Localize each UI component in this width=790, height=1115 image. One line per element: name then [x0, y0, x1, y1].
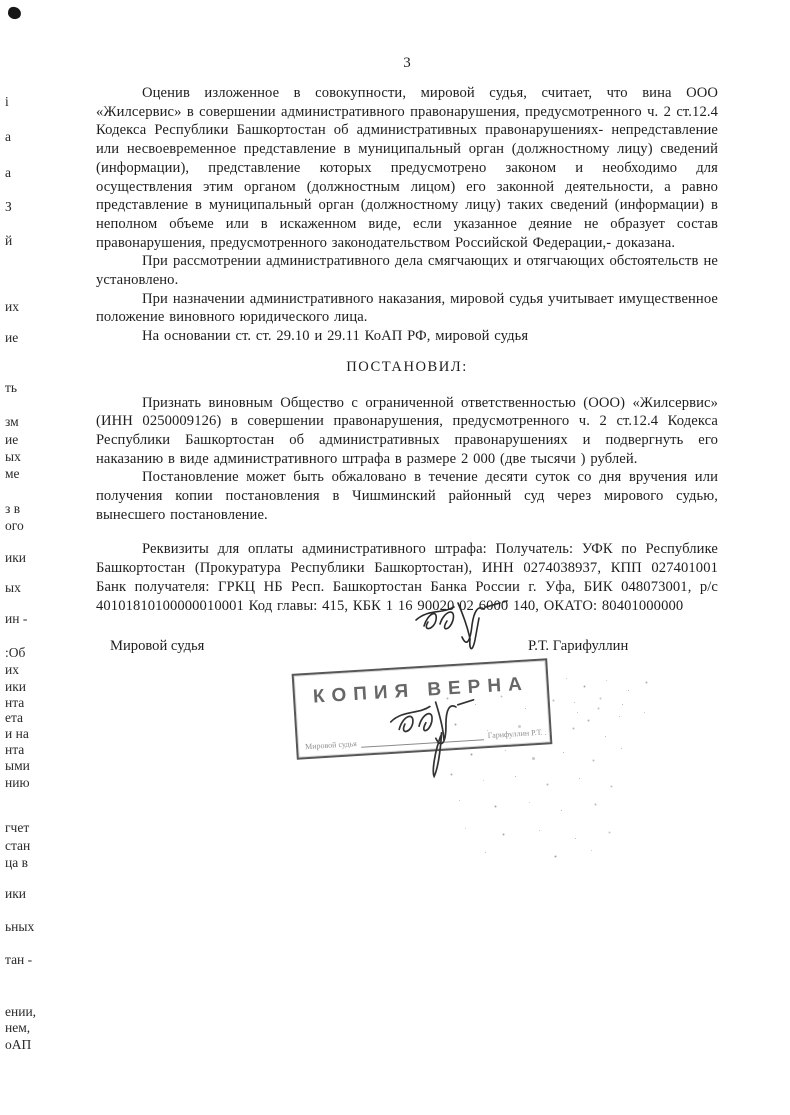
margin-fragment: ме [5, 466, 20, 481]
page-number: 3 [403, 55, 411, 71]
margin-fragment: ики [5, 679, 27, 694]
margin-fragment: ики [5, 886, 27, 901]
margin-fragment: З [5, 199, 12, 214]
margin-fragment: и на [5, 726, 29, 741]
margin-fragment: ть [5, 380, 18, 395]
paragraph-payment-details: Реквизиты для оплаты административного штрафа: Получатель: УФК по Республике Башкортостан (Прокуратура Республики Башкортостан), ИНН 0274038937, КПП 027401001 Банк получателя: ГРКЦ НБ Респ. Башкортостан Банка России г. Уфа, БИК 048073001, р/с 40101810100000010001 Код главы: 415, КБК 1 16 90020 02 6000 140, ОКАТО: 80401000000 [96, 541, 718, 614]
paragraph-legal-basis: На основании ст. ст. 29.10 и 29.11 КоАП РФ, мировой судья [142, 328, 529, 345]
margin-fragment: ых [5, 580, 21, 595]
margin-fragment: нта [5, 695, 25, 710]
margin-fragment: их [5, 299, 19, 314]
margin-fragment: ых [5, 449, 21, 464]
judge-name: Р.Т. Гарифуллин [528, 638, 629, 654]
margin-fragment: а [5, 129, 11, 144]
paragraph-appeal: Постановление может быть обжаловано в течение десяти суток со дня вручения или получения копии постановления в Чишминский районный суд через мирового судью, вынесшего постановление. [96, 469, 718, 523]
margin-fragment: тан - [5, 952, 33, 967]
stamp-signature [381, 686, 496, 785]
margin-fragment: оАП [5, 1037, 32, 1052]
stamp-judge-label: Мировой судья [304, 739, 358, 752]
margin-fragment: й [5, 233, 13, 248]
margin-fragment: ие [5, 330, 19, 345]
paragraph-verdict: Признать виновным Общество с ограниченной ответственностью (ООО) «Жилсервис» (ИНН 0250009126) в совершении правонарушения, предусмотренного ч. 2 ст.12.4 Кодекса Республики Башкортостан об административных правонарушениях и подвергнуть его наказанию в виде административного штрафа в размере 2 000 (две тысячи ) рублей. [96, 394, 718, 467]
margin-fragment: ца в [5, 855, 28, 870]
copy-verified-stamp [292, 658, 553, 759]
judge-title-label: Мировой судья [110, 638, 205, 654]
margin-fragment: ета [5, 710, 24, 725]
resolution-heading: ПОСТАНОВИЛ: [346, 358, 468, 375]
margin-fragment: ении, [5, 1004, 37, 1019]
document-body [96, 84, 718, 615]
margin-fragment: з в [5, 501, 21, 516]
margin-fragment: нта [5, 742, 25, 757]
stamp-judge-name: Гарифуллин Р.Т. [487, 727, 543, 741]
margin-strip [0, 0, 60, 1115]
margin-fragment: ин - [5, 611, 28, 626]
margin-fragment: :Об [5, 645, 26, 660]
margin-fragment: ики [5, 550, 27, 565]
margin-fragment: ьных [5, 919, 35, 934]
margin-fragment: ие [5, 432, 19, 447]
paragraph-penalty-consideration: При назначении административного наказания, мировой судья учитывает имущественное положение виновного юридического лица. [96, 290, 718, 326]
margin-fragment: нем, [5, 1020, 31, 1035]
margin-fragment: ыми [5, 758, 30, 773]
paragraph-circumstances: При рассмотрении административного дела смягчающих и отягчающих обстоятельств не установлено. [96, 253, 718, 289]
margin-fragment: і [5, 94, 9, 109]
margin-fragment: нию [5, 775, 30, 790]
stamp-title: КОПИЯ ВЕРНА [312, 673, 530, 708]
margin-fragment: их [5, 662, 19, 677]
margin-fragment: стан [5, 838, 31, 853]
margin-fragment: ого [5, 518, 24, 533]
judge-signature [412, 596, 512, 658]
margin-fragment: зм [5, 414, 19, 429]
paragraph-assessment: Оценив изложенное в совокупности, мировой судья, считает, что вина ООО «Жилсервис» в совершении административного правонарушения, предусмотренного ч. 2 ст.12.4 Кодекса Республики Башкортостан об административных правонарушениях- непредставление или несвоевременное представление в муниципальный орган (должностному лицу) сведений (информации), представление которых предусмотрено законом и необходимо для осуществления этим органом (должностным лицом) его законной деятельности, а равно представление в муниципальный орган (должностному лицу) таких сведений (информации) в неполном объеме или в искаженном виде, если указанное деяние не образует состав правонарушения, предусмотренного законодательством Российской Федерации,- доказана. [96, 85, 718, 251]
scan-noise-speckles [435, 690, 436, 691]
margin-fragment: гчет [5, 820, 30, 835]
scan-noise-speckles-small [558, 672, 559, 673]
margin-fragment: а [5, 165, 11, 180]
